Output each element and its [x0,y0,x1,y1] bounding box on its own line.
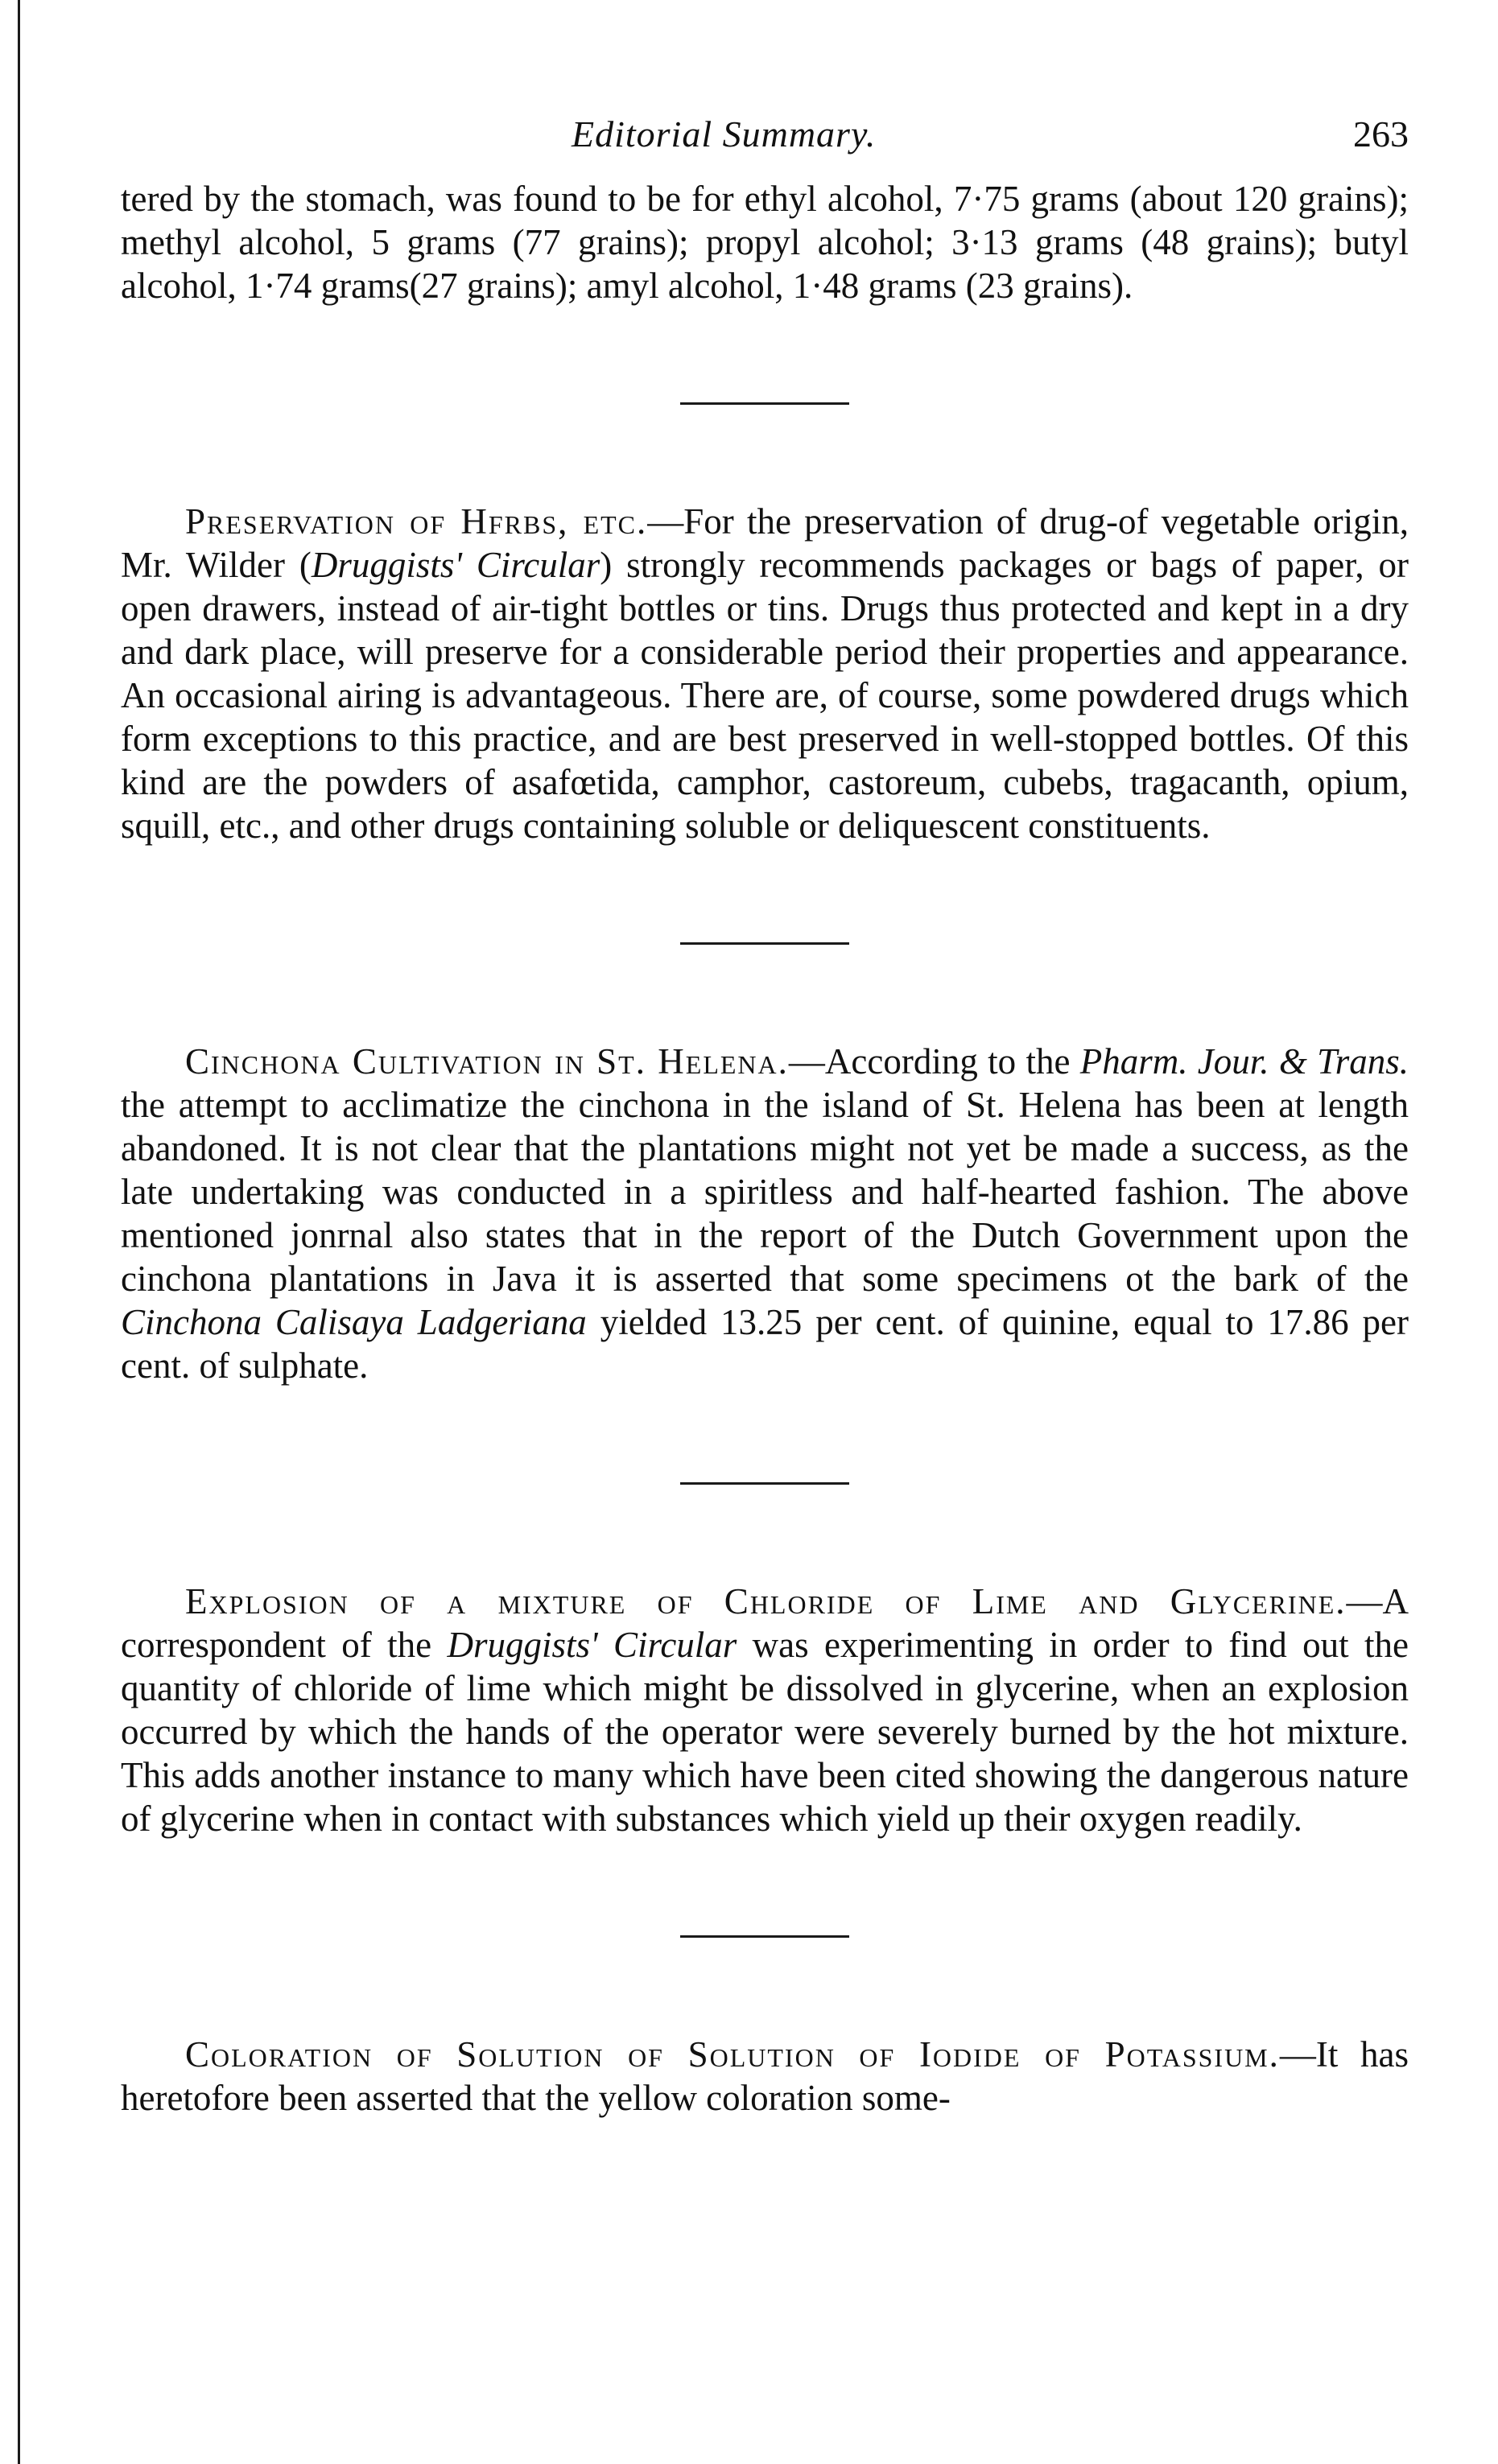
running-title: Editorial Summary. [572,113,877,155]
document-page [121,113,1409,2120]
paragraph-explosion [121,1580,1409,1840]
paragraph-text: was experimenting in order to find out the quantity of chloride of lime which might be dissolved in glycerine, when an explosion occurred by which the hands of the operator were severely burned by the hot mixture. This adds another instance to many which have been cited showing the dangerous nature of glycerine when in contact with substances which yield up their oxygen readily. [121,1625,1409,1839]
section-heading-preservation: Preservation of Hfrbs, etc. [185,501,648,542]
section-heading-coloration: Coloration of Solution of Solution of Iodide of Potassium. [185,2034,1280,2075]
paragraph-text: —For the preservation of drug-of vegetable origin, Mr. Wilder ( [121,501,1409,585]
paragraph-text: —A correspondent of the [121,1581,1409,1665]
journal-title: Pharm. Jour. & Trans. [1079,1041,1409,1082]
section-divider [680,1935,849,1938]
paragraph-cinchona-cultivation [121,1040,1409,1387]
paragraph-text: yielded 13.25 per cent. of quinine, equal to 17.86 per cent. of sulphate. [121,1302,1409,1386]
section-divider [680,1482,849,1485]
paragraph-text: —According to the [788,1041,1080,1082]
running-header [121,113,1409,177]
section-divider [680,942,849,945]
paragraph-text: the attempt to acclimatize the cinchona in the island of St. Helena has been at length abandoned. It is not clear that the plantations might not yet be made a success, as the late undertaking was conducted in a spiritless and half-hearted fashion. The above mentioned jonrnal also states that in the report of the Dutch Government upon the cinchona plantations in Java it is asserted that some specimens ot the bark of the [121,1085,1409,1299]
paragraph-preservation-of-herbs [121,500,1409,847]
paragraph-coloration [121,2033,1409,2120]
section-heading-explosion: Explosion of a mixture of Chloride of Lime and Glycerine. [185,1581,1347,1621]
section-divider [680,402,849,405]
journal-title: Druggists' Circular [447,1625,737,1665]
paragraph-text: —It has heretofore been asserted that the yellow coloration some- [121,2034,1409,2118]
paragraph-text: ) strongly recommends packages or bags of paper, or open drawers, instead of air-tight bottles or tins. Drugs thus protected and kept in a dry and dark place, will preserve for a considerable period their properties and appearance. An occasional airing is advantageous. There are, of course, some powdered drugs which form exceptions to this practice, and are best preserved in well-stopped bottles. Of this kind are the powders of asafœtida, camphor, castoreum, cubebs, tragacanth, opium, squill, etc., and other drugs containing soluble or deliquescent constituents. [121,545,1409,846]
left-page-edge-rule [18,0,20,2464]
species-name: Cinchona Calisaya Ladgeriana [121,1302,587,1342]
section-heading-cinchona: Cinchona Cultivation in St. Helena. [185,1041,789,1082]
paragraph-continuation: tered by the stomach, was found to be for ethyl alcohol, 7·75 grams (about 120 grains); methyl alcohol, 5 grams (77 grains); propyl alcohol; 3·13 grams (48 grains); butyl alcohol, 1·74 grams(27 grains); amyl alcohol, 1·48 grams (23 grains). [121,179,1409,306]
page-number: 263 [1353,113,1409,155]
journal-title: Druggists' Circular [311,545,600,585]
